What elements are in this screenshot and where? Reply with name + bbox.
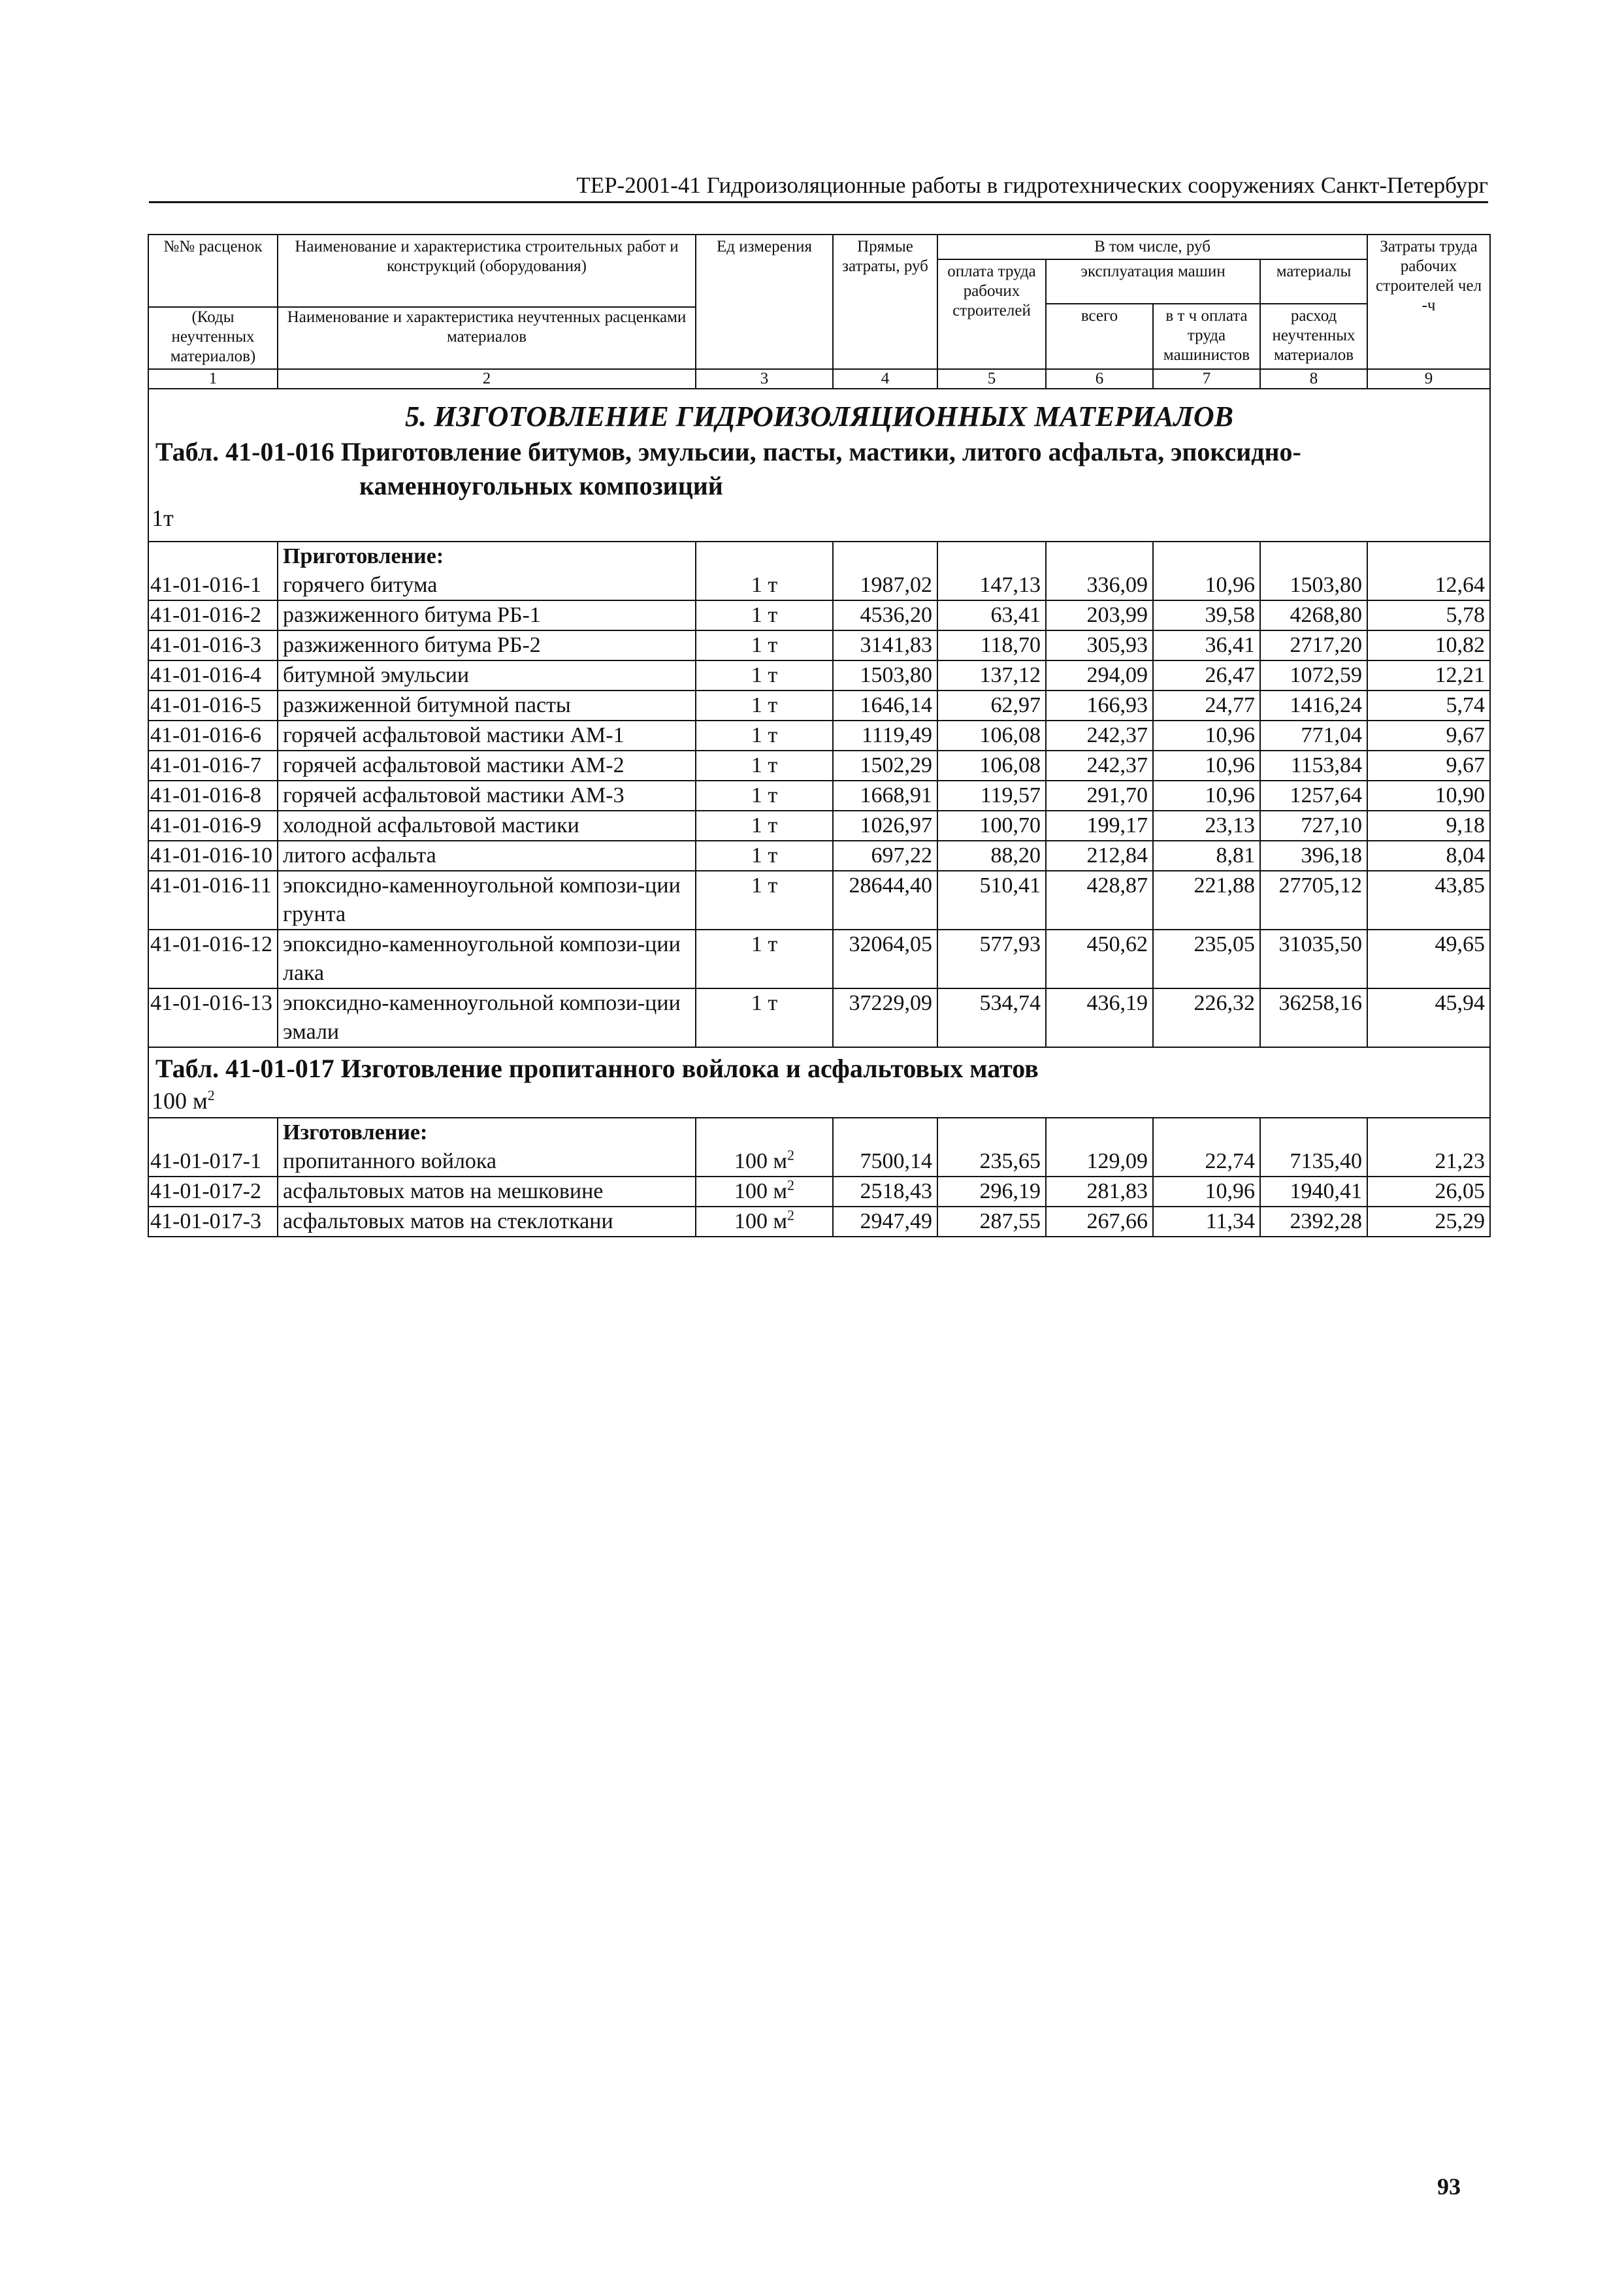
col-code-top: №№ расценок: [163, 238, 263, 255]
table-row: [148, 600, 1490, 630]
rate-code: 41-01-016-7: [148, 751, 278, 781]
col-hours-header: Затраты труда рабочих строителей чел -ч: [1367, 235, 1490, 369]
rate-code: 41-01-016-12: [148, 930, 278, 988]
labor-pay: 106,08: [937, 721, 1046, 751]
direct-cost: 1668,91: [833, 781, 937, 811]
group-label: Приготовление:: [283, 544, 444, 568]
labor-pay: 88,20: [937, 841, 1046, 871]
labor-pay: 118,70: [937, 630, 1046, 660]
work-name: [278, 1118, 696, 1177]
rate-code: 41-01-016-2: [148, 600, 278, 630]
rate-code: 41-01-016-6: [148, 721, 278, 751]
direct-cost: 28644,40: [833, 871, 937, 930]
labor-hours: 45,94: [1367, 988, 1490, 1047]
work-name: [278, 542, 696, 600]
table-row: [148, 1207, 1490, 1237]
rate-code: 41-01-016-3: [148, 630, 278, 660]
direct-cost: 7500,14: [833, 1118, 937, 1177]
unit: [696, 1207, 833, 1237]
table2-rows: [148, 1177, 1490, 1237]
labor-pay: 100,70: [937, 811, 1046, 841]
machines-labor: 22,74: [1153, 1118, 1260, 1177]
table2-label: Табл. 41-01-017: [155, 1054, 334, 1083]
machines-total: 242,37: [1046, 751, 1153, 781]
machines-labor: 10,96: [1153, 1177, 1260, 1207]
unit: 1 т: [696, 930, 833, 988]
machines-labor: 11,34: [1153, 1207, 1260, 1237]
unit-sup: 2: [787, 1146, 794, 1163]
unit: 1 т: [696, 721, 833, 751]
rate-code: 41-01-016-8: [148, 781, 278, 811]
machines-total: 212,84: [1046, 841, 1153, 871]
table1-rows: [148, 600, 1490, 871]
work-name-text: пропитанного войлока: [283, 1149, 497, 1173]
table-row: [148, 930, 1490, 988]
table1-unit: 1т: [152, 505, 174, 531]
work-name: асфальтовых матов на мешковине: [278, 1177, 696, 1207]
labor-pay: 106,08: [937, 751, 1046, 781]
labor-hours: 49,65: [1367, 930, 1490, 988]
col-number: 3: [696, 369, 833, 389]
machines-total: 281,83: [1046, 1177, 1153, 1207]
labor-hours: 26,05: [1367, 1177, 1490, 1207]
materials-header: материалы: [1260, 259, 1367, 304]
machines-labor: 10,96: [1153, 721, 1260, 751]
incl-group-header: В том числе, руб: [937, 235, 1367, 259]
unit-sup: 2: [787, 1207, 794, 1224]
labor-hours: 5,74: [1367, 691, 1490, 721]
machines-header: эксплуатация машин: [1046, 259, 1260, 304]
materials: 4268,80: [1260, 600, 1367, 630]
materials: 1940,41: [1260, 1177, 1367, 1207]
table1-title-line1: Приготовление битумов, эмульсии, пасты, мастики, литого асфальта, эпоксидно-: [340, 437, 1301, 466]
direct-cost: 1119,49: [833, 721, 937, 751]
labor-hours: 12,64: [1367, 542, 1490, 600]
unit: 1 т: [696, 988, 833, 1047]
rate-code: 41-01-016-13: [148, 988, 278, 1047]
machines-labor: 39,58: [1153, 600, 1260, 630]
labor-pay: 137,12: [937, 660, 1046, 691]
labor-pay: 287,55: [937, 1207, 1046, 1237]
materials: 727,10: [1260, 811, 1367, 841]
unit: [696, 1177, 833, 1207]
unit: 1 т: [696, 542, 833, 600]
materials: 2392,28: [1260, 1207, 1367, 1237]
direct-cost: 1502,29: [833, 751, 937, 781]
machines-labor: 8,81: [1153, 841, 1260, 871]
col-number: 4: [833, 369, 937, 389]
labor-pay: 62,97: [937, 691, 1046, 721]
direct-cost: 32064,05: [833, 930, 937, 988]
rate-code: 41-01-016-1: [148, 542, 278, 600]
machines-labor: 10,96: [1153, 751, 1260, 781]
direct-cost: 2518,43: [833, 1177, 937, 1207]
materials: 1416,24: [1260, 691, 1367, 721]
unit: 1 т: [696, 600, 833, 630]
materials: 2717,20: [1260, 630, 1367, 660]
work-name: холодной асфальтовой мастики: [278, 811, 696, 841]
machines-total: 305,93: [1046, 630, 1153, 660]
work-name: горячей асфальтовой мастики АМ-2: [278, 751, 696, 781]
machines-labor: 10,96: [1153, 542, 1260, 600]
table1-label: Табл. 41-01-016: [155, 437, 334, 466]
rate-code: 41-01-016-4: [148, 660, 278, 691]
table-row: [148, 630, 1490, 660]
table-row: [148, 660, 1490, 691]
machines-total: 242,37: [1046, 721, 1153, 751]
unit: 1 т: [696, 630, 833, 660]
section-title-row: [148, 389, 1490, 542]
machines-labor: 24,77: [1153, 691, 1260, 721]
labor-pay: 577,93: [937, 930, 1046, 988]
work-name: литого асфальта: [278, 841, 696, 871]
labor-pay: 235,65: [937, 1118, 1046, 1177]
direct-cost: 1503,80: [833, 660, 937, 691]
labor-hours: 8,04: [1367, 841, 1490, 871]
machines-labor: 226,32: [1153, 988, 1260, 1047]
col-code-bottom: (Коды неучтенных материалов): [170, 308, 256, 365]
unit: 1 т: [696, 751, 833, 781]
work-name: эпоксидно-каменноугольной компози-ции грунта: [278, 871, 696, 930]
labor-hours: 12,21: [1367, 660, 1490, 691]
materials: 1072,59: [1260, 660, 1367, 691]
rate-code: 41-01-016-5: [148, 691, 278, 721]
direct-cost: 1646,14: [833, 691, 937, 721]
direct-cost: 1987,02: [833, 542, 937, 600]
table-row: [148, 1177, 1490, 1207]
unit: 1 т: [696, 781, 833, 811]
col-code-header: [148, 235, 278, 369]
machines-labor: 221,88: [1153, 871, 1260, 930]
work-name: разжиженной битумной пасты: [278, 691, 696, 721]
col-number: 7: [1153, 369, 1260, 389]
table-row: [148, 781, 1490, 811]
work-name: горячей асфальтовой мастики АМ-1: [278, 721, 696, 751]
table2-title-text: Изготовление пропитанного войлока и асфальтовых матов: [340, 1054, 1039, 1083]
machines-total: 294,09: [1046, 660, 1153, 691]
table-row: [148, 542, 1490, 600]
labor-hours: 10,82: [1367, 630, 1490, 660]
rate-code: 41-01-016-11: [148, 871, 278, 930]
direct-cost: 2947,49: [833, 1207, 937, 1237]
table-row: [148, 988, 1490, 1047]
col-name-header: [278, 235, 696, 369]
col-mach-total-header: всего: [1046, 304, 1153, 369]
table-row: [148, 871, 1490, 930]
materials: 36258,16: [1260, 988, 1367, 1047]
machines-labor: 10,96: [1153, 781, 1260, 811]
labor-hours: 43,85: [1367, 871, 1490, 930]
labor-pay: 147,13: [937, 542, 1046, 600]
table1-title: [149, 435, 1489, 503]
table-row: [148, 691, 1490, 721]
unit: 1 т: [696, 660, 833, 691]
labor-pay: 534,74: [937, 988, 1046, 1047]
machines-total: 450,62: [1046, 930, 1153, 988]
machines-labor: 235,05: [1153, 930, 1260, 988]
materials: 7135,40: [1260, 1118, 1367, 1177]
unit-base: 100 м: [734, 1209, 787, 1233]
labor-hours: 10,90: [1367, 781, 1490, 811]
col-labor-header: оплата труда рабочих строителей: [937, 259, 1046, 369]
unit: 1 т: [696, 691, 833, 721]
labor-hours: 25,29: [1367, 1207, 1490, 1237]
col-direct-header: Прямые затраты, руб: [833, 235, 937, 369]
work-name: эпоксидно-каменноугольной компози-ции лака: [278, 930, 696, 988]
labor-hours: 5,78: [1367, 600, 1490, 630]
section-cell: [148, 389, 1490, 542]
unit-base: 100 м: [734, 1179, 787, 1203]
col-name-top: Наименование и характеристика строительных работ и конструкций (оборудования): [295, 238, 679, 275]
materials: 1153,84: [1260, 751, 1367, 781]
col-number: 9: [1367, 369, 1490, 389]
col-mach-labor-header: в т ч оплата труда машинистов: [1153, 304, 1260, 369]
table1-rows-multi: [148, 871, 1490, 1047]
unit-base: 100 м: [734, 1149, 787, 1173]
group-label: Изготовление:: [283, 1120, 428, 1145]
machines-total: 428,87: [1046, 871, 1153, 930]
table-row: [148, 841, 1490, 871]
table-row: [148, 751, 1490, 781]
table2-unit-base: 100 м: [152, 1088, 208, 1114]
unit: 1 т: [696, 871, 833, 930]
work-name: горячей асфальтовой мастики АМ-3: [278, 781, 696, 811]
page-header: ТЕР-2001-41 Гидроизоляционные работы в гидротехнических сооружениях Санкт-Петербург: [149, 171, 1488, 203]
work-name: разжиженного битума РБ-2: [278, 630, 696, 660]
col-number: 2: [278, 369, 696, 389]
direct-cost: 4536,20: [833, 600, 937, 630]
materials: 771,04: [1260, 721, 1367, 751]
direct-cost: 3141,83: [833, 630, 937, 660]
direct-cost: 1026,97: [833, 811, 937, 841]
labor-pay: 296,19: [937, 1177, 1046, 1207]
col-number: 8: [1260, 369, 1367, 389]
col-number: 5: [937, 369, 1046, 389]
machines-total: 203,99: [1046, 600, 1153, 630]
direct-cost: 697,22: [833, 841, 937, 871]
table-row: [148, 721, 1490, 751]
unit-sup: 2: [787, 1177, 794, 1194]
labor-hours: 9,67: [1367, 721, 1490, 751]
labor-pay: 63,41: [937, 600, 1046, 630]
machines-total: 336,09: [1046, 542, 1153, 600]
table2-unit: [149, 1086, 1489, 1116]
materials: 1257,64: [1260, 781, 1367, 811]
machines-total: 436,19: [1046, 988, 1153, 1047]
machines-total: 199,17: [1046, 811, 1153, 841]
table2-title-cell: [148, 1047, 1490, 1118]
work-name-text: горячего битума: [283, 573, 438, 597]
rate-code: 41-01-017-3: [148, 1207, 278, 1237]
machines-total: 129,09: [1046, 1118, 1153, 1177]
rate-code: 41-01-017-1: [148, 1118, 278, 1177]
labor-hours: 9,67: [1367, 751, 1490, 781]
machines-total: 166,93: [1046, 691, 1153, 721]
unit: [696, 1118, 833, 1177]
rate-code: 41-01-016-9: [148, 811, 278, 841]
machines-total: 267,66: [1046, 1207, 1153, 1237]
labor-pay: 119,57: [937, 781, 1046, 811]
materials: 27705,12: [1260, 871, 1367, 930]
col-name-bottom: Наименование и характеристика неучтенных расценками материалов: [287, 308, 687, 346]
table2-title-row: [148, 1047, 1490, 1118]
rate-code: 41-01-017-2: [148, 1177, 278, 1207]
work-name: разжиженного битума РБ-1: [278, 600, 696, 630]
page-number: 93: [1437, 2173, 1461, 2200]
work-name: асфальтовых матов на стеклоткани: [278, 1207, 696, 1237]
table2-title: [149, 1052, 1489, 1086]
materials: 31035,50: [1260, 930, 1367, 988]
rate-code: 41-01-016-10: [148, 841, 278, 871]
rates-table: [148, 234, 1491, 1237]
section-title: 5. ИЗГОТОВЛЕНИЕ ГИДРОИЗОЛЯЦИОННЫХ МАТЕРИАЛОВ: [405, 400, 1233, 432]
machines-labor: 23,13: [1153, 811, 1260, 841]
col-number: 1: [148, 369, 278, 389]
work-name: битумной эмульсии: [278, 660, 696, 691]
labor-hours: 9,18: [1367, 811, 1490, 841]
machines-labor: 36,41: [1153, 630, 1260, 660]
table1-title-line2: каменноугольных композиций: [359, 471, 723, 500]
materials: 1503,80: [1260, 542, 1367, 600]
direct-cost: 37229,09: [833, 988, 937, 1047]
table2-unit-sup: 2: [207, 1087, 215, 1103]
col-number: 6: [1046, 369, 1153, 389]
machines-total: 291,70: [1046, 781, 1153, 811]
col-unit-header: Ед измерения: [696, 235, 833, 369]
table-row: [148, 1118, 1490, 1177]
col-materials-unaccounted-header: расход неучтенных материалов: [1260, 304, 1367, 369]
table-row: [148, 811, 1490, 841]
header-row-top: [148, 235, 1490, 259]
materials: 396,18: [1260, 841, 1367, 871]
unit: 1 т: [696, 841, 833, 871]
unit: 1 т: [696, 811, 833, 841]
labor-hours: 21,23: [1367, 1118, 1490, 1177]
machines-labor: 26,47: [1153, 660, 1260, 691]
work-name: эпоксидно-каменноугольной компози-ции эмали: [278, 988, 696, 1047]
column-numbers-row: [148, 369, 1490, 389]
labor-pay: 510,41: [937, 871, 1046, 930]
